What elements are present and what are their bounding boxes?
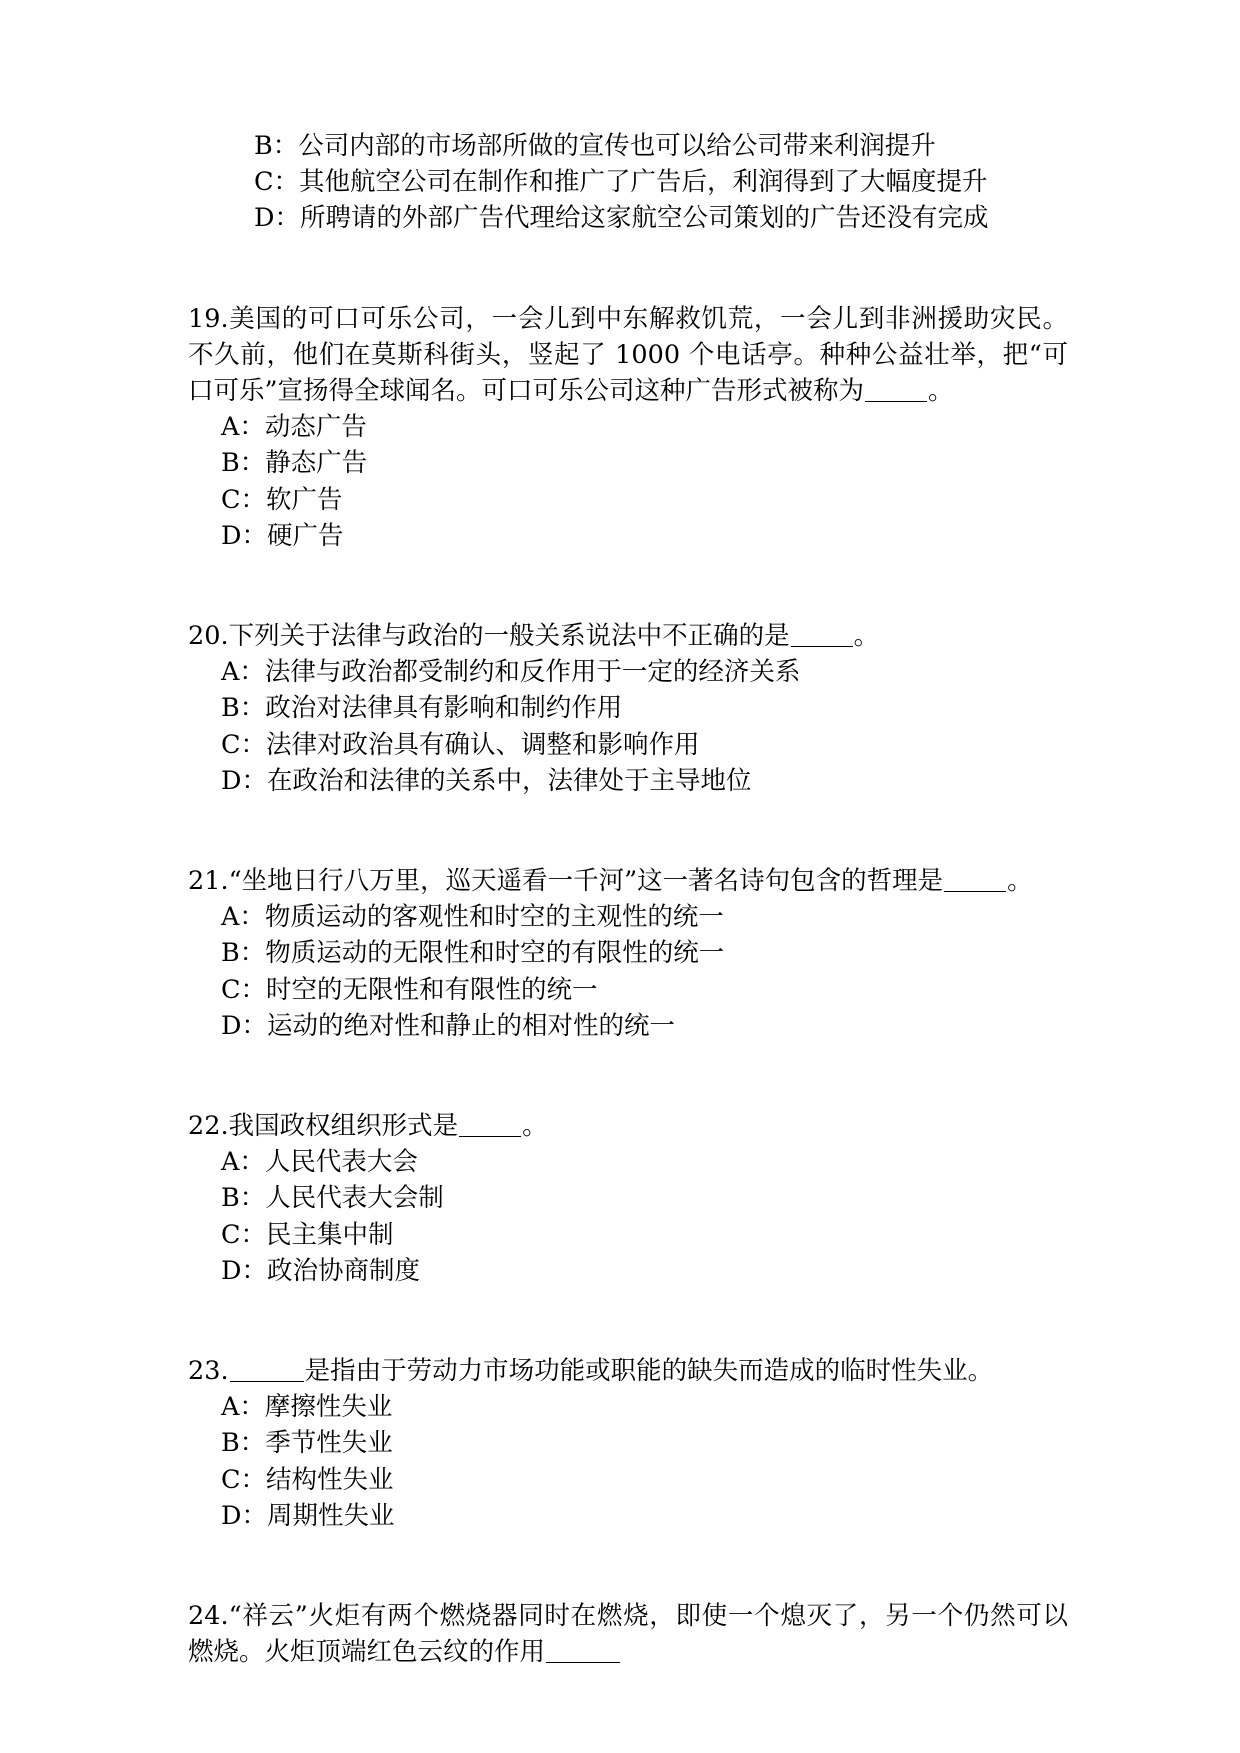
question-number: 21.: [188, 866, 229, 897]
option-label: B：: [221, 938, 266, 969]
option-label: B：: [221, 1428, 266, 1459]
option-row: [188, 727, 1068, 763]
option-label: D：: [221, 1010, 267, 1041]
option-row: [188, 1462, 1068, 1498]
question-number: 23.: [188, 1356, 229, 1387]
question-number: 22.: [188, 1111, 229, 1142]
option-text: 摩擦性失业: [264, 1392, 393, 1423]
option-label: A：: [221, 657, 265, 688]
option-row: [221, 128, 1068, 164]
spacer: [188, 799, 1068, 863]
answer-blank: [791, 646, 853, 647]
page-content: [188, 128, 1068, 1671]
option-row: [188, 935, 1068, 971]
option-text: 其他航空公司在制作和推广了广告后，利润得到了大幅度提升: [299, 167, 988, 198]
option-label: D：: [254, 203, 300, 234]
question-text-after: 。: [853, 621, 880, 652]
option-text: 法律与政治都受制约和反作用于一定的经济关系: [264, 657, 801, 688]
question-stem: [188, 618, 1068, 654]
option-label: D：: [221, 1500, 267, 1531]
question-text-after: 是指由于劳动力市场功能或职能的缺失而造成的临时性失业。: [304, 1356, 994, 1387]
option-row: [188, 1425, 1068, 1461]
option-text: 政治协商制度: [266, 1255, 420, 1286]
answer-blank: [865, 401, 927, 402]
option-row: [221, 164, 1068, 200]
option-label: D：: [221, 520, 267, 551]
option-label: A：: [221, 902, 265, 933]
option-text: 时空的无限性和有限性的统一: [266, 974, 598, 1005]
option-text: 人民代表大会: [264, 1147, 418, 1178]
option-text: 人民代表大会制: [265, 1183, 444, 1214]
option-text: 在政治和法律的关系中，法律处于主导地位: [266, 765, 752, 796]
spacer: [188, 1044, 1068, 1108]
question-23: [188, 1353, 1068, 1534]
option-row: [188, 1389, 1068, 1425]
question-text-after: 。: [1007, 866, 1033, 897]
question-22: [188, 1108, 1068, 1289]
option-label: C：: [221, 974, 267, 1005]
answer-blank: [459, 1136, 521, 1137]
question-text: “坐地日行八万里，巡天遥看一千河”这一著名诗句包含的哲理是: [228, 866, 944, 897]
option-row: [188, 1217, 1068, 1253]
option-row: [188, 482, 1068, 518]
question-20: [188, 618, 1068, 799]
option-label: C：: [221, 1464, 267, 1495]
option-row: [188, 972, 1068, 1008]
option-row: [188, 1498, 1068, 1534]
question-stem: [188, 301, 1068, 410]
option-label: B：: [221, 693, 266, 724]
option-label: D：: [221, 1255, 267, 1286]
option-text: 季节性失业: [265, 1428, 393, 1459]
question-19: [188, 301, 1068, 554]
question-text-after: 。: [522, 1111, 548, 1142]
option-label: A：: [221, 1147, 265, 1178]
question-24: [188, 1598, 1068, 1670]
answer-blank: [944, 891, 1006, 892]
option-row: [188, 654, 1068, 690]
option-label: B：: [254, 131, 299, 161]
question-stem: [188, 1598, 1068, 1670]
question-number: 20.: [188, 621, 229, 652]
option-row: [188, 763, 1068, 799]
question-number: 24.: [188, 1601, 229, 1632]
option-row: [188, 409, 1068, 445]
question-stem: [188, 1108, 1068, 1144]
option-row: [188, 1180, 1068, 1216]
answer-blank: [546, 1662, 620, 1663]
question-text: “祥云”火炬有两个燃烧器同时在燃烧，即使一个熄灭了，另一个仍然可以燃烧。火炬顶端红色云纹的作用: [188, 1601, 1068, 1668]
option-label: C：: [221, 729, 267, 760]
option-label: C：: [221, 1219, 267, 1250]
option-text: 公司内部的市场部所做的宣传也可以给公司带来利润提升: [298, 131, 936, 161]
answer-blank: [230, 1381, 304, 1382]
question-text-after: 。: [928, 376, 954, 407]
option-row: [188, 690, 1068, 726]
option-row: [188, 1008, 1068, 1044]
option-label: B：: [221, 1183, 266, 1214]
option-text: 物质运动的客观性和时空的主观性的统一: [264, 902, 724, 933]
option-row: [221, 200, 1068, 236]
option-text: 静态广告: [265, 448, 368, 479]
option-text: 物质运动的无限性和时空的有限性的统一: [265, 938, 725, 969]
option-text: 民主集中制: [266, 1219, 394, 1250]
question-text: 我国政权组织形式是: [228, 1111, 459, 1142]
option-text: 政治对法律具有影响和制约作用: [265, 693, 623, 724]
question-text: 美国的可口可乐公司，一会儿到中东解救饥荒，一会儿到非洲援助灾民。不久前，他们在莫斯科街头，竖起了 1000 个电话亭。种种公益壮举，把“可口可乐”宣扬得全球闻名。可口可乐公司这种广告形式被称为: [188, 303, 1068, 407]
option-label: B：: [221, 448, 266, 479]
option-text: 法律对政治具有确认、调整和影响作用: [266, 729, 700, 760]
option-label: C：: [221, 484, 267, 515]
question-stem: [188, 1353, 1068, 1389]
question-21: [188, 863, 1068, 1044]
option-row: [188, 445, 1068, 481]
option-row: [188, 899, 1068, 935]
option-text: 硬广告: [266, 520, 344, 551]
spacer: [188, 554, 1068, 618]
option-label: A：: [221, 1392, 265, 1423]
option-text: 软广告: [266, 484, 343, 515]
option-text: 周期性失业: [266, 1500, 395, 1531]
question-text: 下列关于法律与政治的一般关系说法中不正确的是: [228, 621, 790, 652]
spacer: [188, 237, 1068, 301]
question-stem: [188, 863, 1068, 899]
spacer: [188, 1534, 1068, 1598]
option-text: 运动的绝对性和静止的相对性的统一: [266, 1010, 675, 1041]
option-text: 动态广告: [264, 412, 367, 443]
option-label: C：: [254, 167, 300, 198]
option-label: A：: [221, 412, 265, 443]
option-row: [188, 1253, 1068, 1289]
option-row: [188, 518, 1068, 554]
option-text: 所聘请的外部广告代理给这家航空公司策划的广告还没有完成: [299, 203, 989, 234]
continued-options-block: [188, 128, 1068, 237]
option-text: 结构性失业: [266, 1464, 394, 1495]
spacer: [188, 1289, 1068, 1353]
option-label: D：: [221, 765, 267, 796]
question-number: 19.: [188, 303, 229, 334]
option-row: [188, 1144, 1068, 1180]
